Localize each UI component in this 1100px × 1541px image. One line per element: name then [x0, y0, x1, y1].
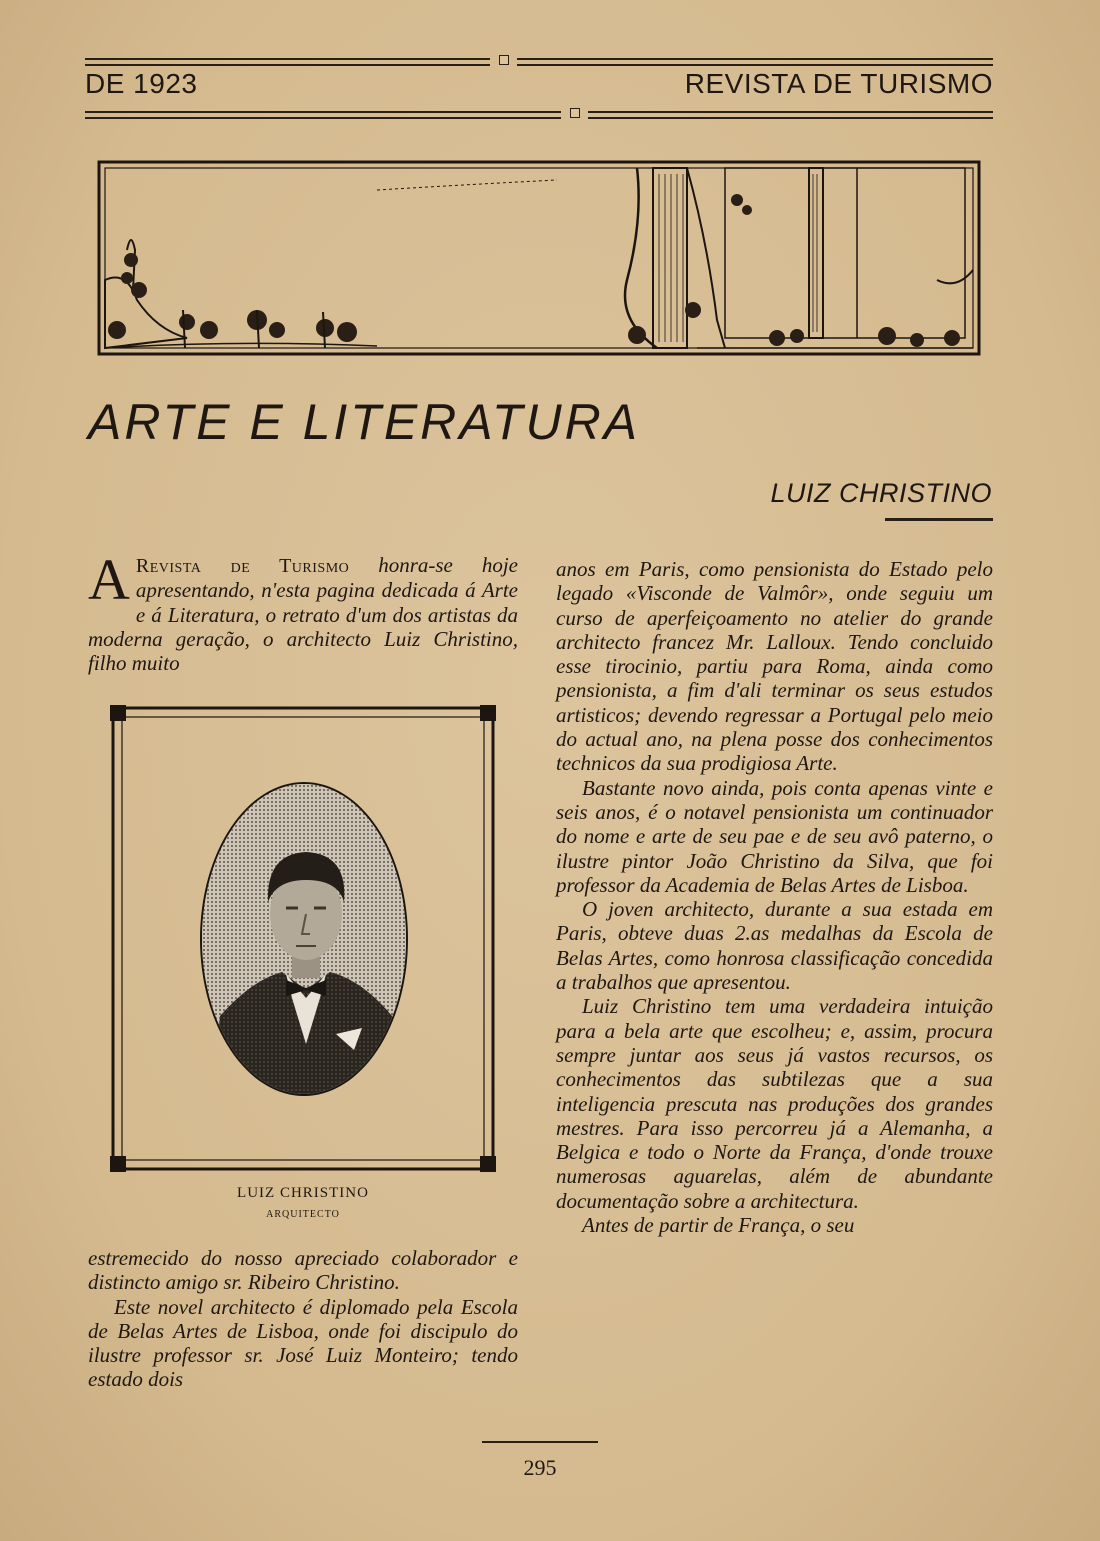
article-author: LUIZ CHRISTINO [770, 478, 992, 508]
left-column-continued [88, 1246, 518, 1392]
ornament-square [499, 55, 509, 65]
header-rule-bottom [85, 108, 993, 120]
left-column-intro [88, 547, 518, 676]
drop-cap: A [88, 547, 130, 612]
paragraph: Bastante novo ainda, pois conta apenas vinte e seis anos, é o notavel pensionista um continuador do nome e arte de seu pae e de seu avô paterno, o ilustre pintor João Christino da Silva, que foi professor da Academia de Belas Artes de Lisboa. [556, 775, 993, 897]
running-head-date: DE 1923 [85, 68, 198, 99]
footer-rule [482, 1441, 598, 1443]
paragraph: anos em Paris, como pensionista do Estado pelo legado «Visconde de Valmôr», onde seguiu um curso de aperfeiçoamento no atelier do grande architecto francez Mr. Lalloux. Tendo concluido esse tirocinio, partiu para Roma, ainda como pensionista, a fim d'ali terminar os seus estudos artisticos; devendo regressar a Portugal pelo meio do actual ano, na plena posse dos conhecimentos technicos da sua prodigiosa Arte. [556, 557, 993, 776]
paragraph: Antes de partir de França, o seu [582, 1213, 855, 1238]
right-column [556, 557, 993, 1237]
paragraph: estremecido do nosso apreciado colaborador e distincto amigo sr. Ribeiro Christino. [88, 1246, 518, 1295]
decorative-banner-illustration [97, 160, 981, 356]
paragraph: Luiz Christino tem uma verdadeira intuição para a bela arte que escolheu; e, assim, procura sempre juntar aos seus já vastos recursos, os conhecimentos das subtilezas que a sua inteligencia prescuta nas produções dos grandes mestres. Para isso percorreu já a Alemanha, a Belgica e todo o Norte da França, d'onde trouxe numerosas aguarelas, além de abundante documentação sobre a architectura. [556, 994, 993, 1213]
article-title: ARTE E LITERATURA [88, 394, 641, 450]
paragraph: Este novel architecto é diplomado pela Escola de Belas Artes de Lisboa, onde foi discipulo do ilustre professor sr. José Luiz Monteiro; tendo estado dois [88, 1294, 518, 1392]
running-head-title: REVISTA DE TURISMO [684, 68, 993, 99]
ornament-square [570, 108, 580, 118]
header-rule-top [85, 55, 993, 67]
portrait-photo [200, 782, 408, 1096]
photo-caption-name: LUIZ CHRISTINO [237, 1185, 369, 1201]
page-number: 295 [523, 1455, 557, 1480]
magazine-name-smallcaps: Revista de Turismo [135, 555, 350, 577]
photo-caption-role: ARQUITECTO [266, 1209, 340, 1220]
intro-text: honra-se hoje apresentando, n'esta pagina dedicada á Arte e á Literatura, o retrato d'um dos artistas da moderna geração, o architecto Luiz Christino, filho muito [88, 553, 518, 676]
paragraph: O joven architecto, durante a sua estada em Paris, obteve duas 2.as medalhas da Escola de Belas Artes, como honrosa classificação concedida a trabalhos que apresentou. [556, 897, 993, 995]
author-underline [885, 518, 993, 521]
